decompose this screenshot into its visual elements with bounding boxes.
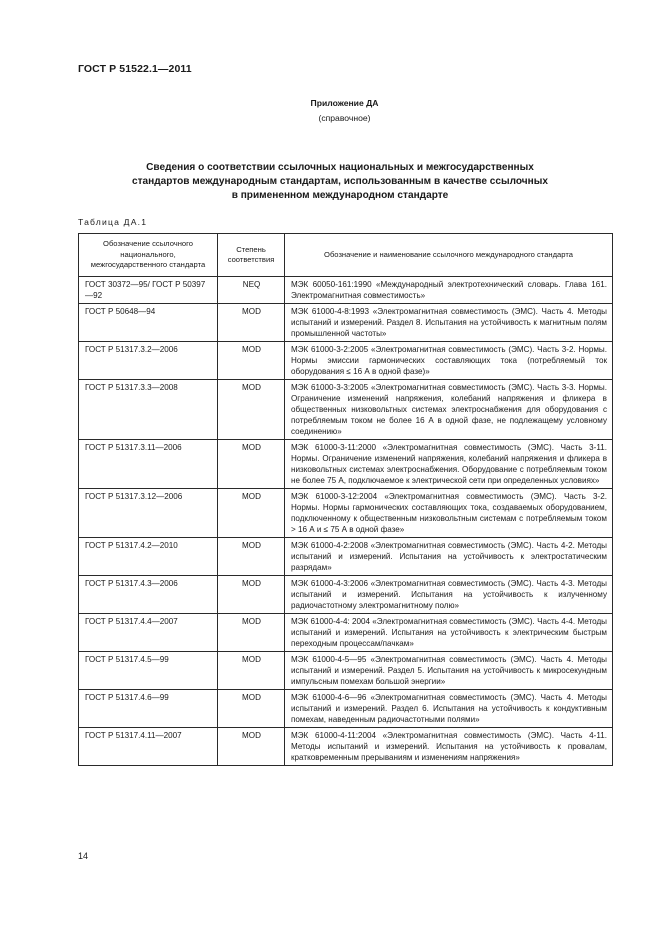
national-standard-cell: ГОСТ Р 51317.3.12—2006 <box>79 489 218 538</box>
table-row <box>79 538 613 576</box>
table-row <box>79 652 613 690</box>
national-standard-cell: ГОСТ Р 50648—94 <box>79 304 218 342</box>
international-standard-cell: МЭК 61000-4-2:2008 «Электромагнитная совместимость (ЭМС). Часть 4-2. Методы испытаний и измерений. Испытания на устойчивость к электростатическим разрядам» <box>285 538 613 576</box>
column-header-national: Обозначение ссылочного национального, межгосударственного стандарта <box>79 234 218 277</box>
table-header-row <box>79 234 613 277</box>
table-body <box>79 277 613 766</box>
degree-of-conformity-cell: MOD <box>218 489 285 538</box>
national-standard-cell: ГОСТ Р 51317.4.4—2007 <box>79 614 218 652</box>
degree-of-conformity-cell: MOD <box>218 690 285 728</box>
national-standard-cell: ГОСТ Р 51317.3.2—2006 <box>79 342 218 380</box>
degree-of-conformity-cell: MOD <box>218 342 285 380</box>
column-header-degree: Степень соответствия <box>218 234 285 277</box>
table-caption: Таблица ДА.1 <box>78 217 148 227</box>
national-standard-cell: ГОСТ Р 51317.4.2—2010 <box>79 538 218 576</box>
table-row <box>79 380 613 440</box>
international-standard-cell: МЭК 61000-3-2:2005 «Электромагнитная совместимость (ЭМС). Часть 3-2. Нормы. Нормы эмиссии гармонических составляющих тока (потребляемый ток оборудования ≤ 16 А в одной фазе)» <box>285 342 613 380</box>
international-standard-cell: МЭК 61000-3-12:2004 «Электромагнитная совместимость (ЭМС). Часть 3-2. Нормы. Нормы гармонических составляющих тока, создаваемых оборудованием, подключенному к общественным низковольтным системам с потребляемым током > 16 А и ≤ 75 А в одной фазе» <box>285 489 613 538</box>
table-row <box>79 277 613 304</box>
section-heading-line-2: стандартов международным стандартам, использованным в качестве ссылочных <box>131 176 548 187</box>
international-standard-cell: МЭК 61000-4-8:1993 «Электромагнитная совместимость (ЭМС). Часть 4. Методы испытаний и измерений. Раздел 8. Испытания на устойчивость к магнитным полям промышленной частоты» <box>285 304 613 342</box>
international-standard-cell: МЭК 61000-4-5—95 «Электромагнитная совместимость (ЭМС). Часть 4. Методы испытаний и измерений. Раздел 5. Испытания на устойчивость к микросекундным импульсным помехам большой энергии» <box>285 652 613 690</box>
international-standard-cell: МЭК 60050-161:1990 «Международный электротехнический словарь. Глава 161. Электромагнитная совместимость» <box>285 277 613 304</box>
page-number: 14 <box>78 851 89 861</box>
table-row <box>79 614 613 652</box>
national-standard-cell: ГОСТ Р 51317.4.3—2006 <box>79 576 218 614</box>
appendix-title: Приложение ДА <box>310 98 379 108</box>
national-standard-cell: ГОСТ Р 51317.3.11—2006 <box>79 440 218 489</box>
degree-of-conformity-cell: MOD <box>218 652 285 690</box>
national-standard-cell: ГОСТ Р 51317.3.3—2008 <box>79 380 218 440</box>
international-standard-cell: МЭК 61000-4-3:2006 «Электромагнитная совместимость (ЭМС). Часть 4-3. Методы испытаний и измерений. Испытания на устойчивость к излученному радиочастотному электромагнитному полю» <box>285 576 613 614</box>
table-row <box>79 304 613 342</box>
document-title: ГОСТ Р 51522.1—2011 <box>78 63 192 75</box>
international-standard-cell: МЭК 61000-3-11:2000 «Электромагнитная совместимость (ЭМС). Часть 3-11. Нормы. Ограничение изменений напряжения, колебаний напряжения и фликера в низковольтных системах электроснабжения. Оборудование с потребляемым током не более 75 А, подключаемое к электрической сети при определенных условиях» <box>285 440 613 489</box>
table-row <box>79 576 613 614</box>
table-row <box>79 489 613 538</box>
correspondence-table <box>78 233 613 766</box>
appendix-type: (справочное) <box>318 113 371 123</box>
degree-of-conformity-cell: MOD <box>218 304 285 342</box>
national-standard-cell: ГОСТ Р 51317.4.11—2007 <box>79 728 218 766</box>
national-standard-cell: ГОСТ 30372—95/ ГОСТ Р 50397—92 <box>79 277 218 304</box>
international-standard-cell: МЭК 61000-4-11:2004 «Электромагнитная совместимость (ЭМС). Часть 4-11. Методы испытаний и измерений. Испытания на устойчивость к провалам, кратковременным прерываниям и изменениям напряжения» <box>285 728 613 766</box>
section-heading-line-3: в примененном международном стандарте <box>231 190 449 201</box>
table-row <box>79 690 613 728</box>
degree-of-conformity-cell: MOD <box>218 538 285 576</box>
degree-of-conformity-cell: MOD <box>218 614 285 652</box>
table-row <box>79 342 613 380</box>
column-header-international: Обозначение и наименование ссылочного международного стандарта <box>285 234 613 277</box>
degree-of-conformity-cell: MOD <box>218 380 285 440</box>
degree-of-conformity-cell: MOD <box>218 576 285 614</box>
table-row <box>79 728 613 766</box>
national-standard-cell: ГОСТ Р 51317.4.6—99 <box>79 690 218 728</box>
degree-of-conformity-cell: MOD <box>218 728 285 766</box>
international-standard-cell: МЭК 61000-3-3:2005 «Электромагнитная совместимость (ЭМС). Часть 3-3. Нормы. Ограничение изменений напряжения, колебаний напряжения и фликера в общественных низковольтных системах электроснабжения для оборудования с потребляемым током не более 16 А в одной фазе, не подлежащему условному соединению» <box>285 380 613 440</box>
degree-of-conformity-cell: NEQ <box>218 277 285 304</box>
table-row <box>79 440 613 489</box>
international-standard-cell: МЭК 61000-4-6—96 «Электромагнитная совместимость (ЭМС). Часть 4. Методы испытаний и измерений. Раздел 6. Испытания на устойчивость к кондуктивным помехам, наведенным радиочастотными полями» <box>285 690 613 728</box>
section-heading-line-1: Сведения о соответствии ссылочных национальных и межгосударственных <box>146 162 534 173</box>
international-standard-cell: МЭК 61000-4-4: 2004 «Электромагнитная совместимость (ЭМС). Часть 4-4. Методы испытаний и измерений. Испытания на устойчивость к электрическим быстрым переходным процессам/пачкам» <box>285 614 613 652</box>
national-standard-cell: ГОСТ Р 51317.4.5—99 <box>79 652 218 690</box>
degree-of-conformity-cell: MOD <box>218 440 285 489</box>
